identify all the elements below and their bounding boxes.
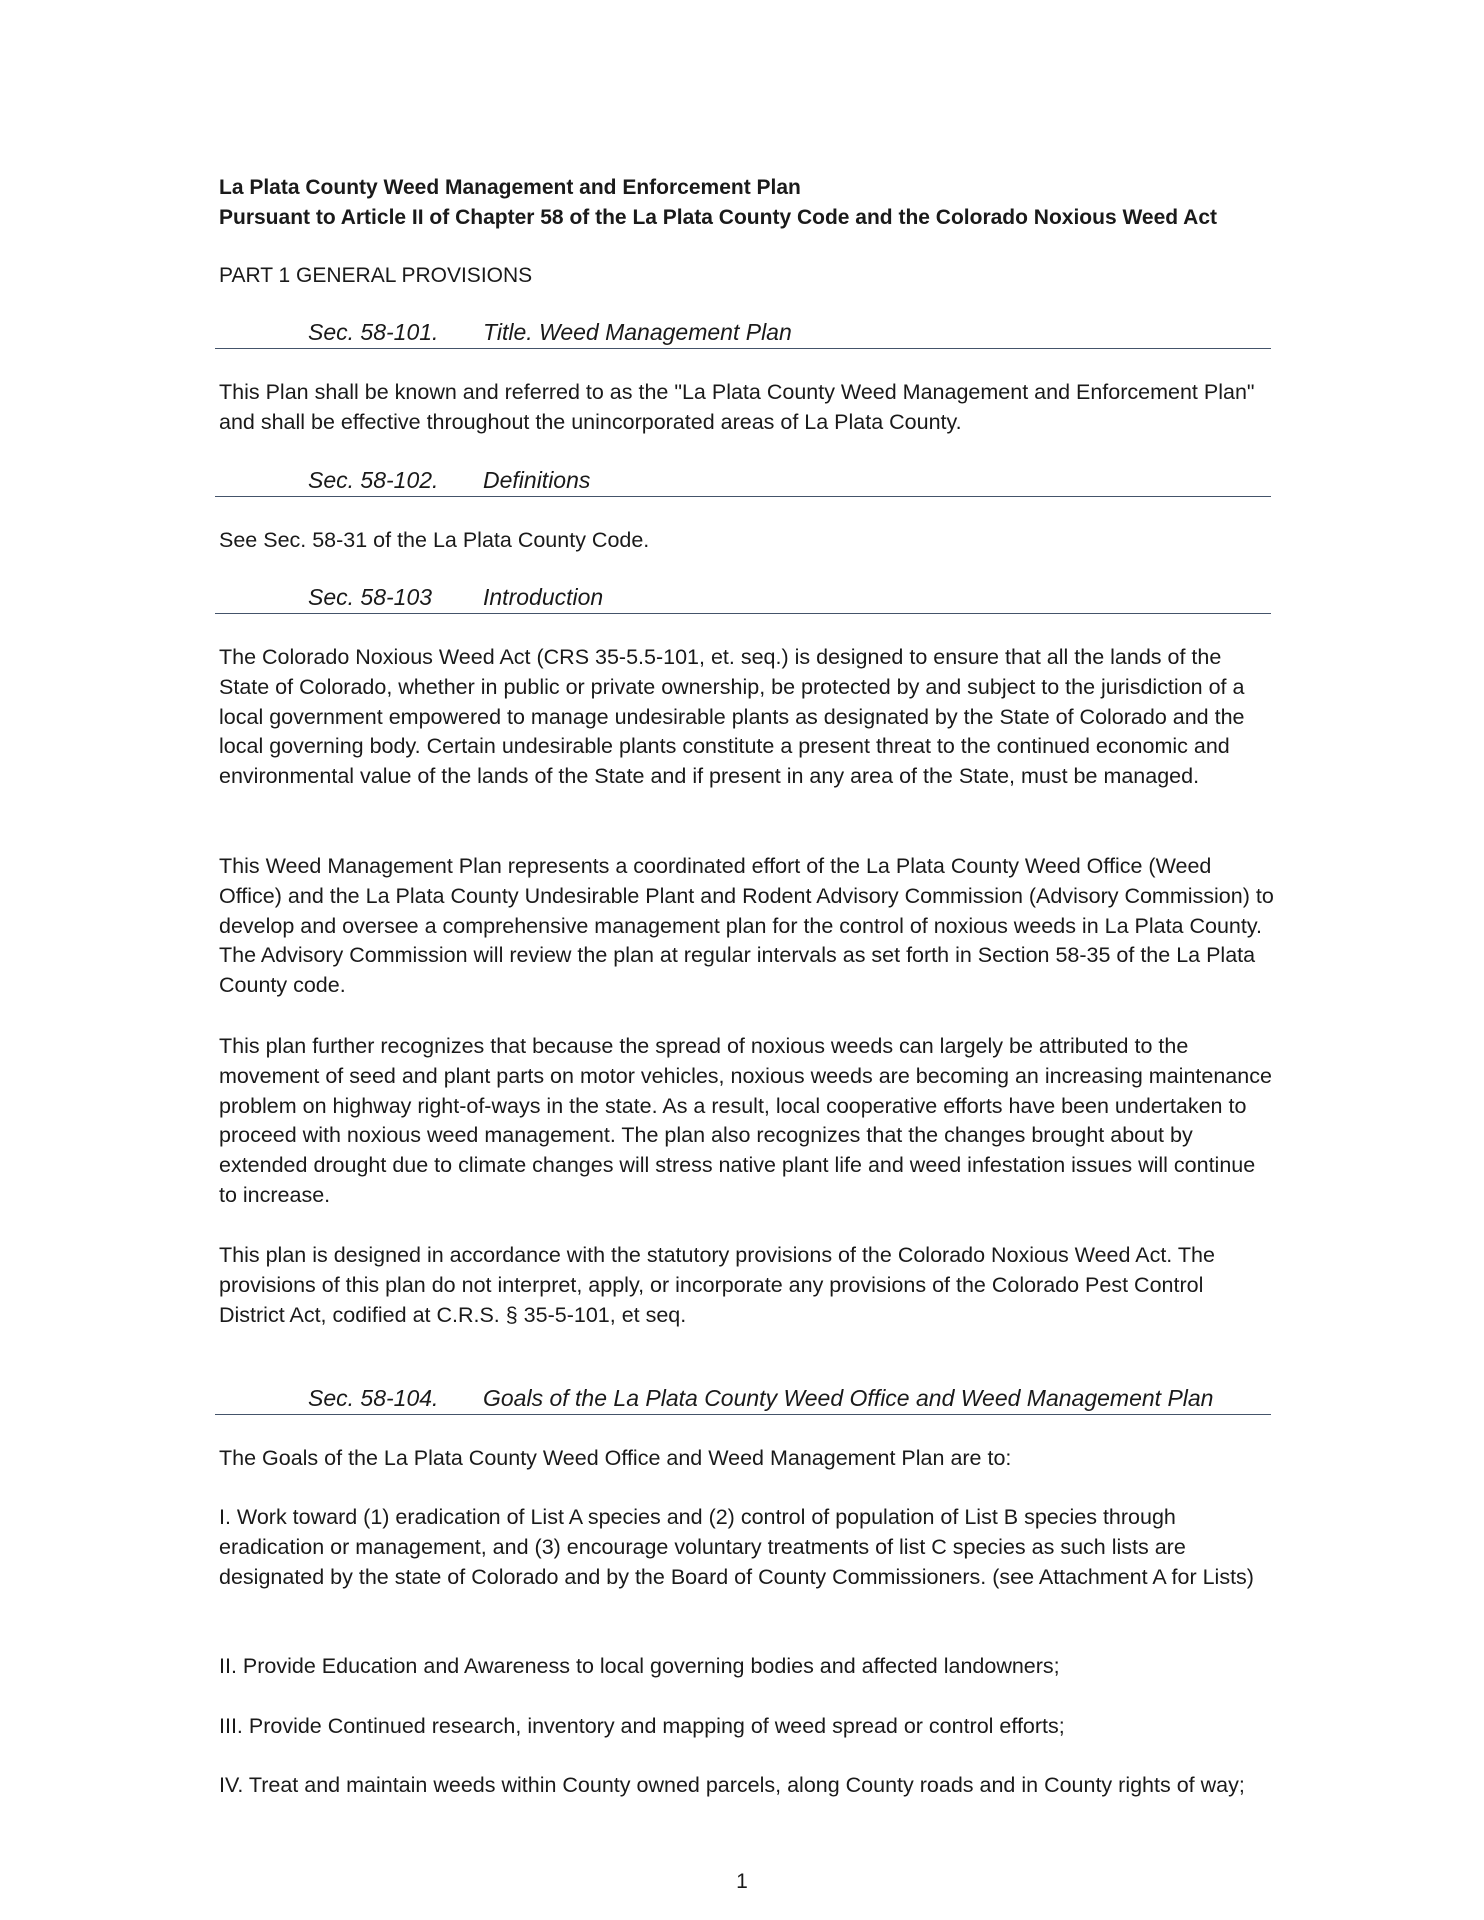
section-heading-58-103 [215,581,1271,614]
paragraph-goal-1: I. Work toward (1) eradication of List A species and (2) control of population of List B species through eradication or management, and (3) encourage voluntary treatments of list C species as such lists are designated by the state of Colorado and by the Board of County Commissioners. (see Attachment A for Lists) [219,1505,1254,1589]
section-heading-58-104 [215,1382,1271,1415]
paragraph-goal-4: IV. Treat and maintain weeds within County owned parcels, along County roads and in County rights of way; [219,1773,1245,1797]
paragraph-intro-1: The Colorado Noxious Weed Act (CRS 35-5.5-101, et. seq.) is designed to ensure that all the lands of the State of Colorado, whether in public or private ownership, be protected by and subject to the jurisdiction of a local government empowered to manage undesirable plants as designated by the State of Colorado and the local governing body. Certain undesirable plants constitute a present threat to the continued economic and environmental value of the lands of the State and if present in any area of the State, must be managed. [219,645,1245,789]
paragraph-intro-3: This plan further recognizes that because the spread of noxious weeds can largely be attributed to the movement of seed and plant parts on motor vehicles, noxious weeds are becoming an increasing maintenance problem on highway right-of-ways in the state. As a result, local cooperative efforts have been undertaken to proceed with noxious weed management. The plan also recognizes that the changes brought about by extended drought due to climate changes will stress native plant life and weed infestation issues will continue to increase. [219,1034,1272,1207]
section-number: Sec. 58-104. [308,1385,439,1411]
page-number: 1 [736,1870,748,1893]
section-number: Sec. 58-102. [308,467,439,493]
paragraph-goal-3: III. Provide Continued research, inventory and mapping of weed spread or control efforts; [219,1714,1065,1738]
section-number: Sec. 58-103 [308,584,433,610]
section-title: Title. Weed Management Plan [483,319,792,345]
section-heading-58-101 [215,316,1271,349]
paragraph-goal-2: II. Provide Education and Awareness to local governing bodies and affected landowners; [219,1654,1060,1678]
section-title: Goals of the La Plata County Weed Office and Weed Management Plan [483,1385,1214,1411]
paragraph-goals-intro: The Goals of the La Plata County Weed Office and Weed Management Plan are to: [219,1446,1012,1470]
paragraph-intro-2: This Weed Management Plan represents a coordinated effort of the La Plata County Weed Office (Weed Office) and the La Plata County Undesirable Plant and Rodent Advisory Commission (Advisory Commission) to develop and oversee a comprehensive management plan for the control of noxious weeds in La Plata County. The Advisory Commission will review the plan at regular intervals as set forth in Section 58-35 of the La Plata County code. [219,854,1274,998]
paragraph-title-text: This Plan shall be known and referred to as the "La Plata County Weed Management and Enforcement Plan" and shall be effective throughout the unincorporated areas of La Plata County. [219,380,1255,434]
document-subtitle: Pursuant to Article II of Chapter 58 of the La Plata County Code and the Colorado Noxious Weed Act [219,206,1217,229]
document-title: La Plata County Weed Management and Enforcement Plan [219,176,801,199]
paragraph-intro-4: This plan is designed in accordance with the statutory provisions of the Colorado Noxious Weed Act. The provisions of this plan do not interpret, apply, or incorporate any provisions of the Colorado Pest Control District Act, codified at C.R.S. § 35-5-101, et seq. [219,1243,1215,1327]
paragraph-definitions: See Sec. 58-31 of the La Plata County Code. [219,528,650,552]
section-number: Sec. 58-101. [308,319,439,345]
section-title: Introduction [483,584,604,610]
section-heading-58-102 [215,464,1271,497]
section-title: Definitions [483,467,591,493]
part-heading: PART 1 GENERAL PROVISIONS [219,264,533,287]
